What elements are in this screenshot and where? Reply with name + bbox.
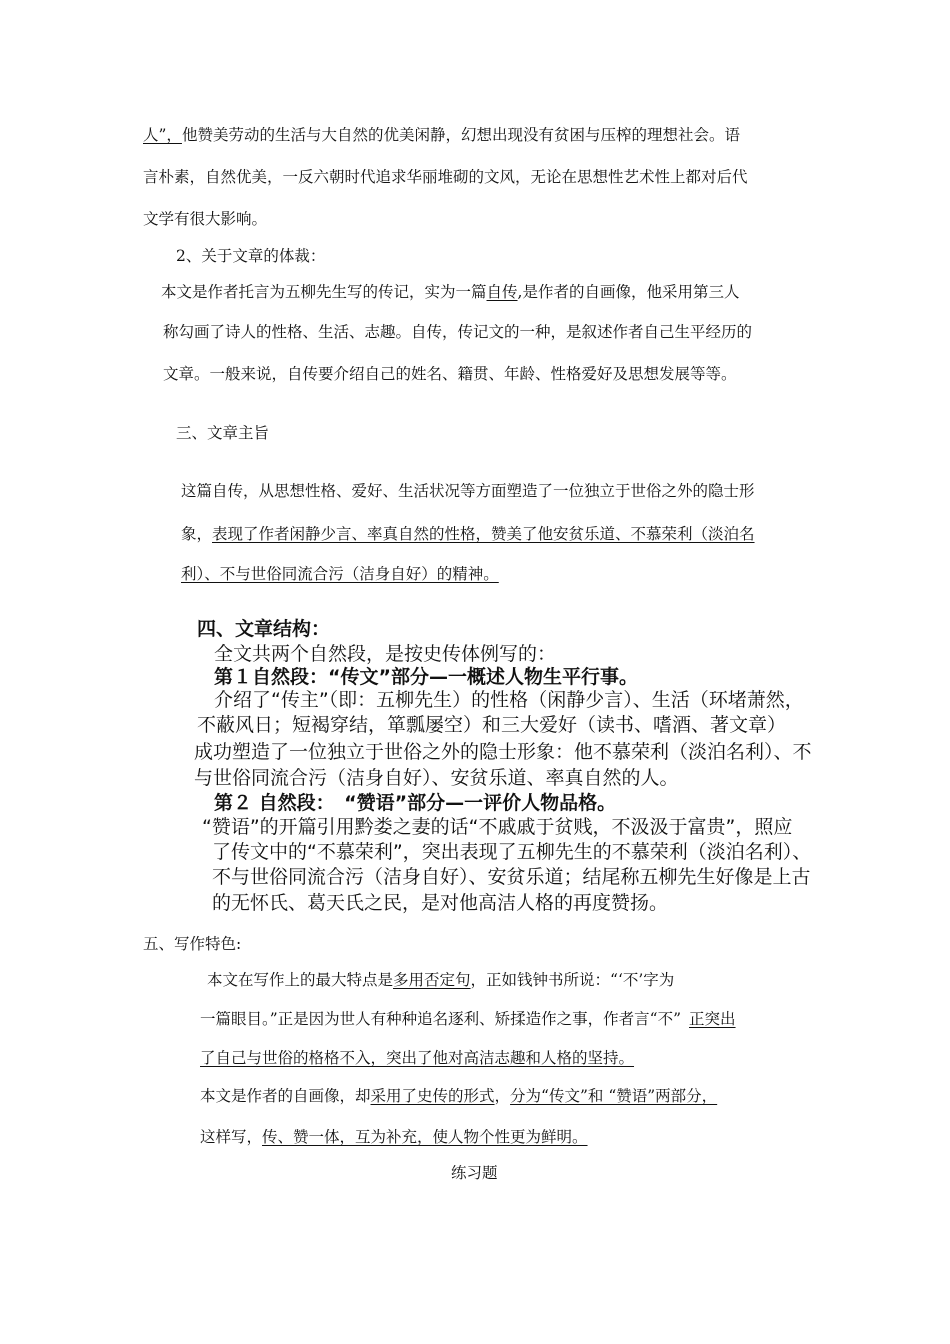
structure-line-1: 全文共两个自然段，是按史传体例写的：: [214, 643, 557, 665]
features-text-4a: 本文是作者的自画像，却: [200, 1087, 371, 1105]
features-negation: 多用否定句: [393, 971, 471, 989]
features-underlined-2b: 正突出: [689, 1010, 736, 1028]
para2-line-4: 的无怀氏、葛天氏之民，是对他高洁人格的再度赞扬。: [212, 892, 669, 914]
theme-line-3: 利）、不与世俗同流合污（洁身自好）的精神。: [181, 565, 499, 583]
features-historical-form: 采用了史传的形式: [370, 1087, 495, 1105]
features-text-2a: 一篇眼目。”正是因为世人有种种追名逐利、矫揉造作之事，作者言“不”: [200, 1010, 682, 1028]
para1-heading: 第１自然段：“传文”部分—一概述人物生平行事。: [214, 666, 638, 688]
genre-line-1: [161, 285, 739, 301]
para2-heading: 第２ 自然段： “赞语”部分—一评价人物品格。: [214, 792, 617, 814]
theme-line-1: 这篇自传，从思想性格、爱好、生活状况等方面塑造了一位独立于世俗之外的隐士形: [181, 482, 755, 500]
para2-line-2: 了传文中的“不慕荣利”，突出表现了五柳先生的不慕荣利（淡泊名利）、: [212, 841, 812, 863]
para1-line-3: 成功塑造了一位独立于世俗之外的隐士形象：他不慕荣利（淡泊名利）、不: [194, 741, 812, 763]
genre-text-a: 本文是作者托言为五柳先生写的传记，实为一篇: [161, 283, 487, 301]
genre-line-3: 文章。一般来说，自传要介绍自己的姓名、籍贯、年龄、性格爱好及思想发展等等。: [163, 365, 737, 383]
para2-line-3: 不与世俗同流合污（洁身自好）、安贫乐道；结尾称五柳先生好像是上古: [212, 866, 811, 888]
para1-line-4: 与世俗同流合污（洁身自好）、安贫乐道、率真自然的人。: [194, 767, 679, 789]
features-text-c: ，正如钱钟书所说：“‘不’字为: [470, 971, 675, 989]
features-heading: 五、写作特色:: [143, 935, 242, 953]
theme-underlined: 表现了作者闲静少言、率真自然的性格，赞美了他安贫乐道、不慕荣利（淡泊名: [212, 525, 755, 543]
para1-line-2: 不蔽风日；短褐穿结，箪瓢屡空）和三大爱好（读书、嗜酒、著文章）: [197, 714, 787, 736]
para1-line-1: 介绍了“传主”（即：五柳先生）的性格（闲静少言）、生活（环堵萧然，: [214, 689, 804, 711]
features-line-4: [200, 1089, 717, 1105]
genre-text-c: ,是作者的自画像，他采用第三人: [517, 283, 740, 301]
theme-line-2: [181, 527, 755, 543]
intro-line-1: [143, 128, 740, 144]
features-line-3: 了自己与世俗的格格不入，突出了他对高洁志趣和人格的坚持。: [200, 1049, 635, 1067]
features-text-a: 本文在写作上的最大特点是: [207, 971, 394, 989]
features-line-2: [200, 1012, 736, 1028]
intro-line-3: 文学有很大影响。: [143, 210, 268, 228]
intro-quote-end: 人”，: [143, 126, 182, 144]
features-line-1: [207, 973, 674, 989]
genre-line-2: 称勾画了诗人的性格、生活、志趣。自传，传记文的一种，是叙述作者自己生平经历的: [163, 323, 753, 341]
exercise-title: 练习题: [451, 1164, 498, 1182]
genre-heading: 2、关于文章的体裁：: [176, 247, 326, 265]
features-complement: 传、赞一体，互为补充，使人物个性更为鲜明。: [262, 1128, 588, 1146]
features-comma: ，: [494, 1087, 511, 1105]
intro-line-2: 言朴素，自然优美，一反六朝时代追求华丽堆砌的文风，无论在思想性艺术性上都对后代: [143, 168, 748, 186]
para2-line-1: “赞语”的开篇引用黔娄之妻的话“不戚戚于贫贱，不汲汲于富贵”，照应: [202, 816, 793, 838]
genre-autobiography: 自传: [486, 283, 518, 301]
features-line-5: [200, 1130, 588, 1146]
features-two-parts: 分为“传文”和 “赞语”两部分，: [510, 1087, 718, 1105]
features-text-5a: 这样写，: [200, 1128, 263, 1146]
theme-heading: 三、文章主旨: [176, 424, 270, 442]
intro-text: 他赞美劳动的生活与大自然的优美闲静，幻想出现没有贫困与压榨的理想社会。语: [181, 126, 740, 144]
structure-heading: 四、文章结构：: [197, 618, 331, 640]
theme-text-a: 象，: [181, 525, 213, 543]
